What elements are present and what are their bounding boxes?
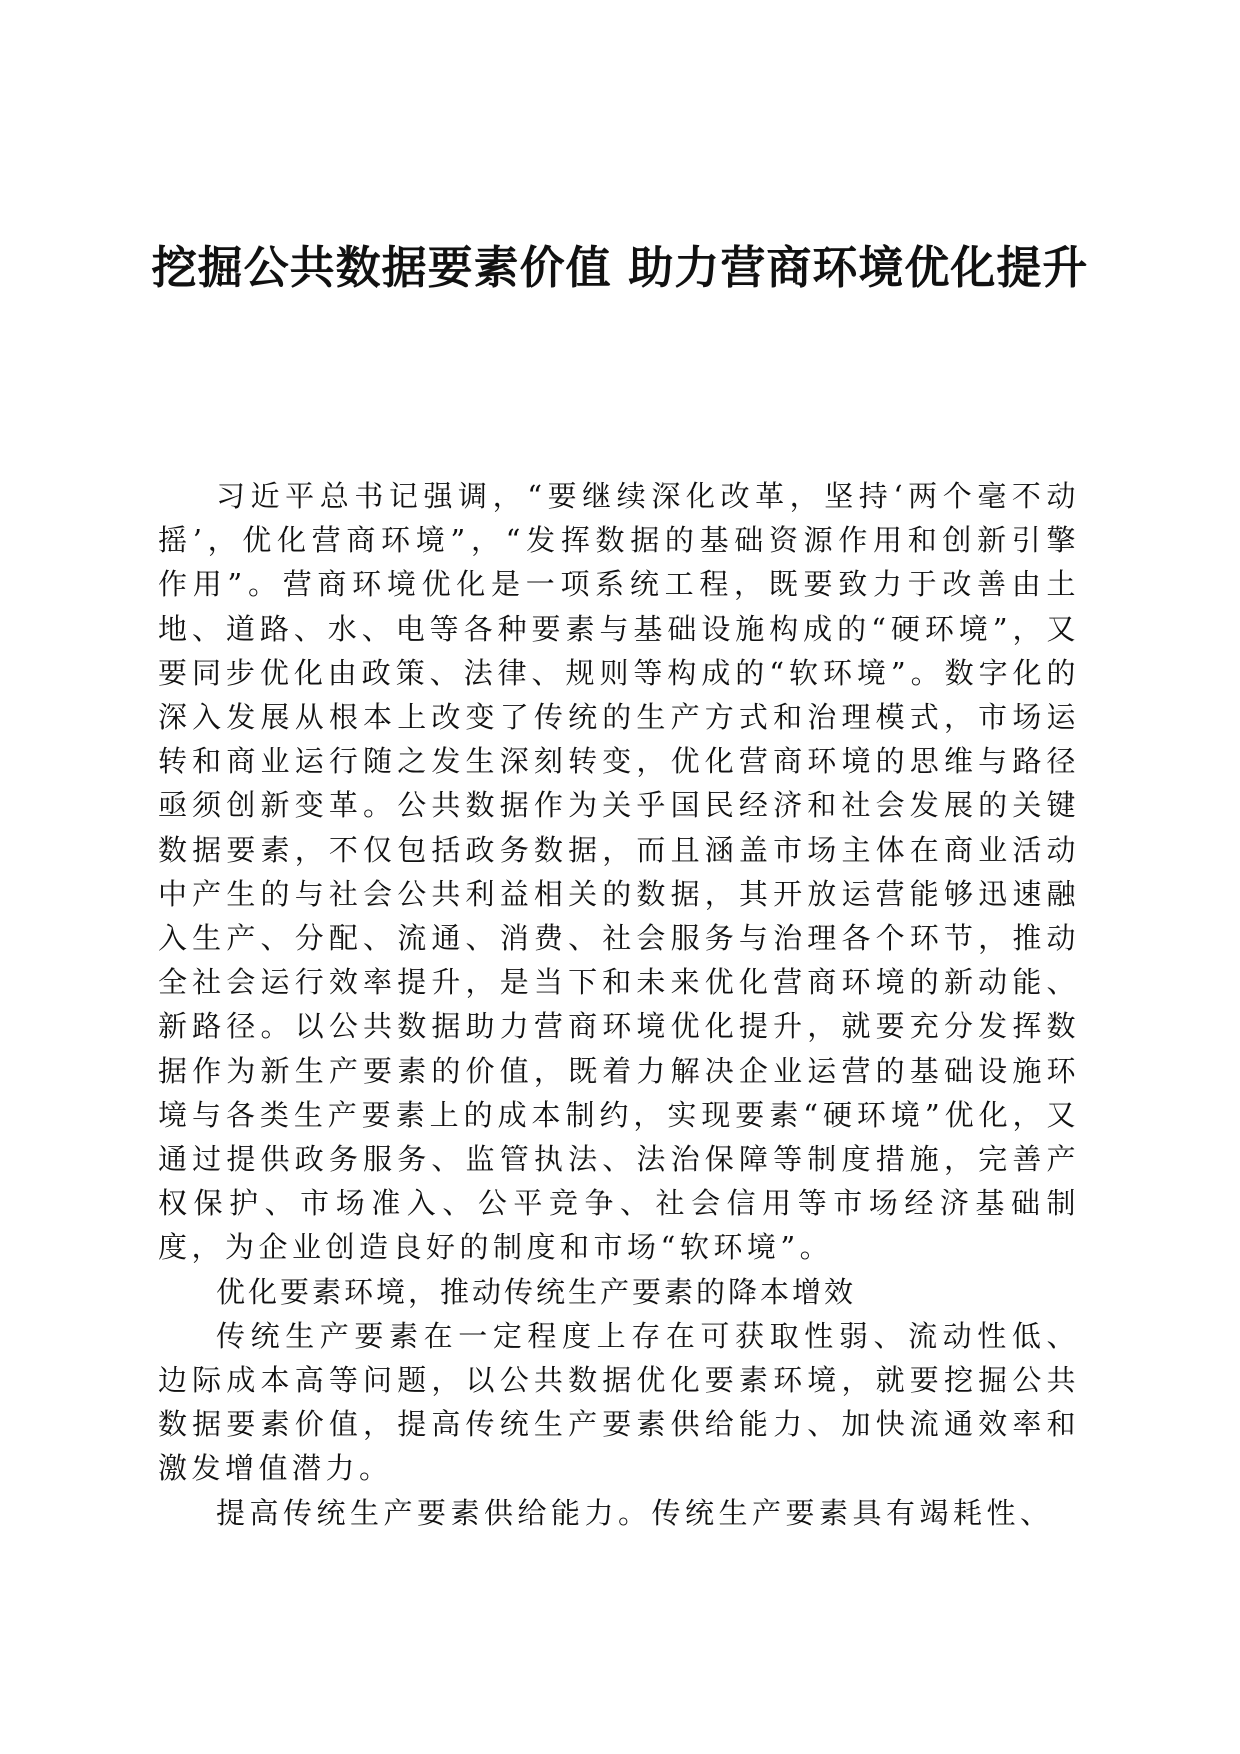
paragraph-supply-capacity: 提高传统生产要素供给能力。传统生产要素具有竭耗性、 xyxy=(216,1495,1054,1530)
paragraph-intro: 习近平总书记强调，“要继续深化改革，坚持‘两个毫不动摇’，优化营商环境”，“发挥数据的基础资源作用和创新引擎作用”。营商环境优化是一项系统工程，既要致力于改善由土地、道路、水、电等各种要素与基础设施构成的“硬环境”，又要同步优化由政策、法律、规则等构成的“软环境”。数字化的深入发展从根本上改变了传统的生产方式和治理模式，市场运转和商业运行随之发生深刻转变，优化营商环境的思维与路径亟须创新变革。公共数据作为关乎国民经济和社会发展的关键数据要素，不仅包括政务数据，而且涵盖市场主体在商业活动中产生的与社会公共利益相关的数据，其开放运营能够迅速融入生产、分配、流通、消费、社会服务与治理各个环节，推动全社会运行效率提升，是当下和未来优化营商环境的新动能、新路径。以公共数据助力营商环境优化提升，就要充分发挥数据作为新生产要素的价值，既着力解决企业运营的基础设施环境与各类生产要素上的成本制约，实现要素“硬环境”优化，又通过提供政务服务、监管执法、法治保障等制度措施，完善产权保护、市场准入、公平竞争、社会信用等市场经济基础制度，为企业创造良好的制度和市场“软环境”。 xyxy=(158,479,1080,1265)
section-heading: 优化要素环境，推动传统生产要素的降本增效 xyxy=(216,1274,857,1309)
document-title: 挖掘公共数据要素价值 助力营商环境优化提升 xyxy=(151,241,1089,294)
paragraph-section-intro: 传统生产要素在一定程度上存在可获取性弱、流动性低、边际成本高等问题，以公共数据优化要素环境，就要挖掘公共数据要素价值，提高传统生产要素供给能力、加快流通效率和激发增值潜力。 xyxy=(158,1318,1080,1486)
document-body xyxy=(158,474,1080,1535)
